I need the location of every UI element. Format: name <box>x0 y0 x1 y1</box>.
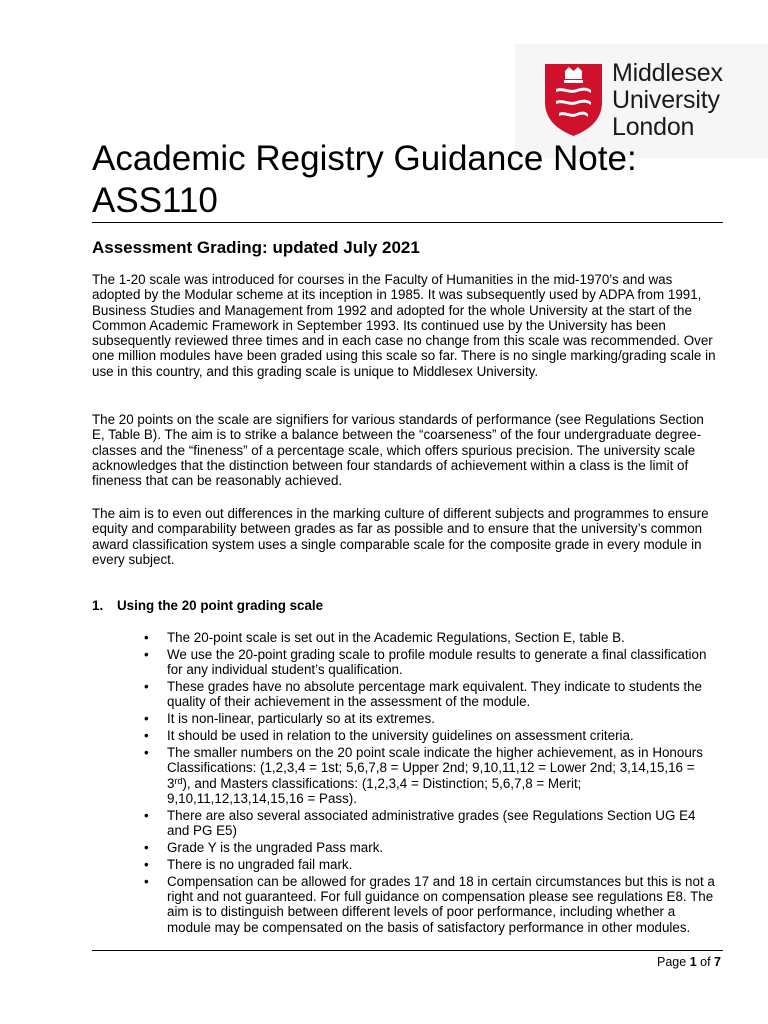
title-line-2: ASS110 <box>92 181 218 220</box>
logo-line-1: Middlesex <box>612 59 723 87</box>
footer-divider <box>92 950 723 951</box>
list-item <box>140 711 720 726</box>
logo-line-3: London <box>612 113 695 141</box>
title-line-1: Academic Registry Guidance Note: <box>92 139 637 178</box>
bullet-icon: • <box>144 679 149 695</box>
list-item-text: It is non-linear, particularly so at its extremes. <box>167 711 435 727</box>
grading-bullet-list <box>140 630 720 937</box>
page-indicator <box>657 955 721 969</box>
intro-paragraph-2: The 20 points on the scale are signifiers for various standards of performance (see Regulations Section E, Table B). The aim is to strike a balance between the “coarseness” of the four undergraduate degree-classes and the “fineness” of a percentage scale, which offers spurious precision. The university scale acknowledges that the distinction between four standards of achievement within a class is the limit of fineness that can be reasonably achieved. <box>92 412 704 489</box>
section-number: 1. <box>92 598 104 613</box>
classification-text-end: ), and Masters classifications: (1,2,3,4 = Distinction; 5,6,7,8 = Merit; 9,10,11,12,13,14,15,16 = Pass). <box>167 775 582 806</box>
bullet-icon: • <box>144 630 149 645</box>
bullet-icon: • <box>144 856 149 872</box>
list-item <box>140 745 720 806</box>
page-title <box>92 138 722 222</box>
of-label: of <box>700 955 711 969</box>
list-item-text <box>167 745 703 806</box>
list-item-text: Compensation can be allowed for grades 17 and 18 in certain circumstances but this is not a right and not guaranteed. For full guidance on compensation please see regulations E8. The aim is to distinguish between different levels of poor performance, including whether a module may be compensated on the basis of satisfactory performance in other modules. <box>167 873 715 935</box>
list-item-text: There are also several associated administrative grades (see Regulations Section UG E4 and PG E5) <box>167 807 696 839</box>
logo-wordmark <box>612 60 723 141</box>
ordinal-suffix: rd <box>174 775 183 786</box>
list-item-text: There is no ungraded fail mark. <box>167 856 353 872</box>
list-item <box>140 630 720 645</box>
bullet-icon: • <box>144 646 149 662</box>
section-title: Using the 20 point grading scale <box>117 598 324 613</box>
list-item-text: The 20-point scale is set out in the Academic Regulations, Section E, table B. <box>167 630 625 645</box>
logo-line-2: University <box>612 86 720 114</box>
list-item <box>140 728 720 743</box>
section-heading <box>92 598 323 613</box>
bullet-icon: • <box>144 711 149 727</box>
list-item-text: It should be used in relation to the university guidelines on assessment criteria. <box>167 728 634 744</box>
list-item <box>140 679 720 710</box>
page-total: 7 <box>714 955 721 969</box>
page-label: Page <box>657 955 687 969</box>
list-item <box>140 808 720 839</box>
university-shield-icon <box>543 62 604 138</box>
list-item <box>140 874 720 935</box>
bullet-icon: • <box>144 873 149 889</box>
document-subtitle: Assessment Grading: updated July 2021 <box>92 238 420 257</box>
page-current: 1 <box>689 955 697 969</box>
classification-text-start: The smaller numbers on the 20 point scale indicate the higher achievement, as in Honours Classifications: (1,2,3,4 = 1st; 5,6,7,8 = Upper 2nd; 9,10,11,12 = Lower 2nd; 3,14,15,16 = 3 <box>167 745 703 791</box>
bullet-icon: • <box>144 840 149 856</box>
title-divider <box>92 222 723 223</box>
bullet-icon: • <box>144 745 149 761</box>
intro-paragraph-1: The 1-20 scale was introduced for courses in the Faculty of Humanities in the mid-1970’s and was adopted by the Modular scheme at its inception in 1985. It was subsequently used by ADPA from 1991, Business Studies and Management from 1992 and adopted for the whole University at the start of the Common Academic Framework in September 1993. Its continued use by the University has been subsequently reviewed three times and in each case no change from this scale was recommended. Over one million modules have been graded using this scale so far. There is no single marking/grading scale in use in this country, and this grading scale is unique to Middlesex University. <box>92 272 716 379</box>
bullet-icon: • <box>144 807 149 823</box>
bullet-icon: • <box>144 728 149 744</box>
list-item <box>140 857 720 872</box>
list-item <box>140 840 720 855</box>
intro-paragraph-3: The aim is to even out differences in the marking culture of different subjects and programmes to ensure equity and comparability between grades as far as possible and to ensure that the university’s common award classification system uses a single comparable scale for the composite grade in every module in every subject. <box>92 506 709 567</box>
list-item-text: These grades have no absolute percentage mark equivalent. They indicate to students the quality of their achievement in the assessment of the module. <box>167 679 702 710</box>
list-item <box>140 647 720 678</box>
list-item-text: We use the 20-point grading scale to profile module results to generate a final classification for any individual student’s qualification. <box>167 646 707 678</box>
list-item-text: Grade Y is the ungraded Pass mark. <box>167 840 384 856</box>
